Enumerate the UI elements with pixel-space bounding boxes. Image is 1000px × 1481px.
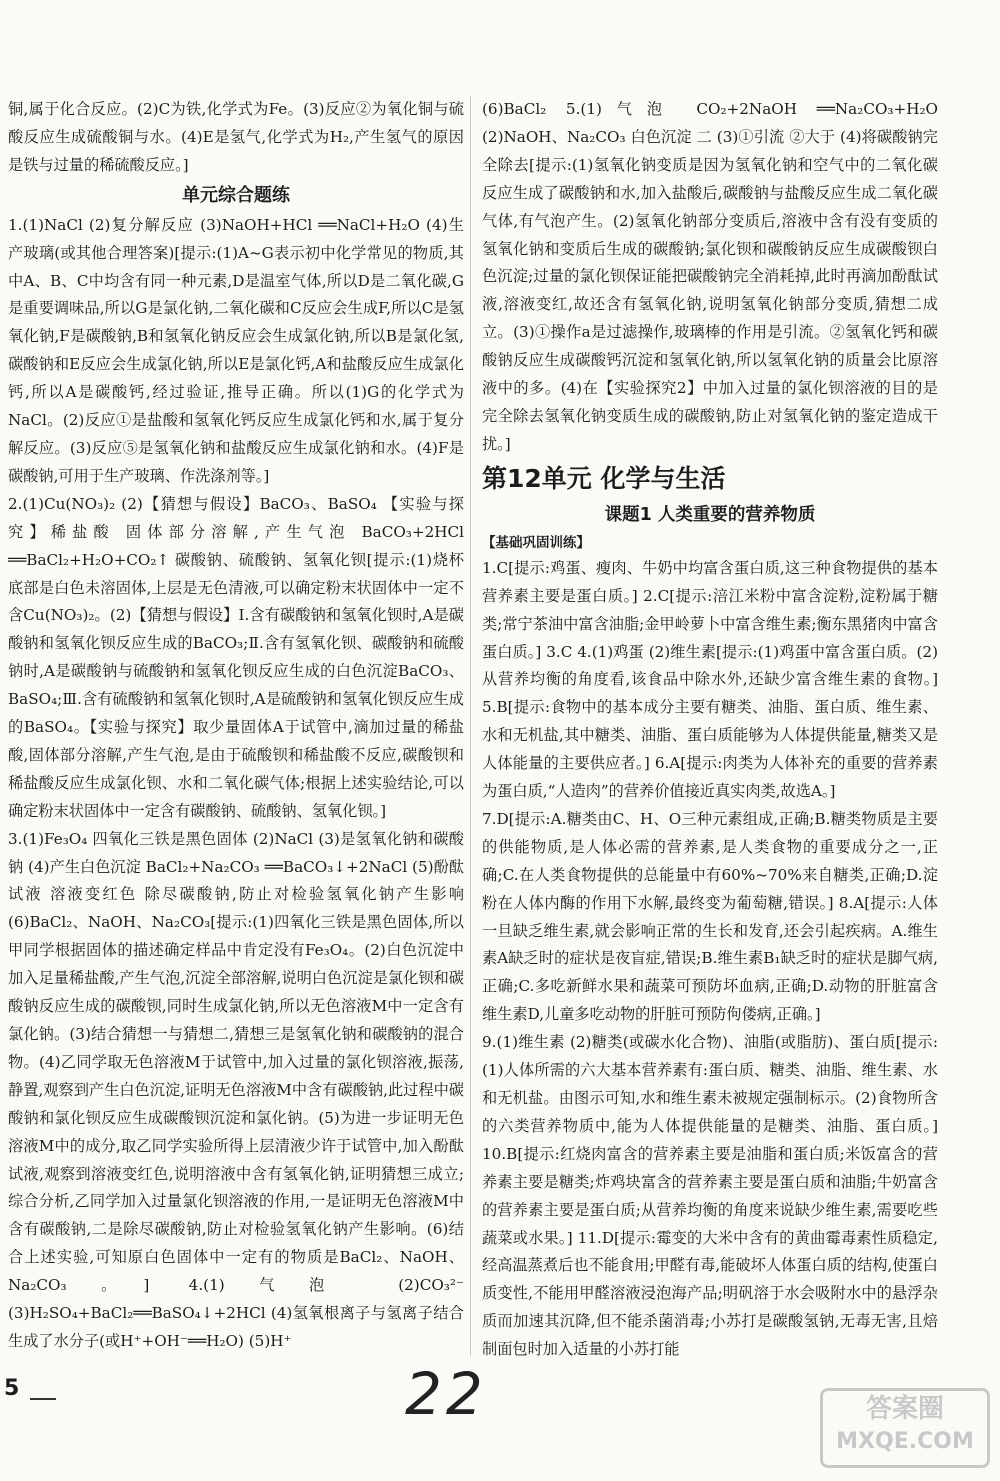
section-title: 单元综合题练 — [182, 184, 290, 206]
page-number-rule — [30, 1398, 56, 1400]
column-divider — [470, 96, 471, 1356]
left-intro-paragraph: 铜,属于化合反应。(2)C为铁,化学式为Fe。(3)反应②为氧化铜与硫酸反应生成硫酸铜与水。(4)E是氢气,化学式为H₂,产生氢气的原因是铁与过量的稀硫酸反应。] — [8, 100, 464, 174]
answer-paragraph: 9.(1)维生素 (2)糖类(或碳水化合物)、油脂(或脂肪)、蛋白质[提示:(1)人体所需的六大基本营养素有:蛋白质、糖类、油脂、维生素、水和无机盐。由图示可知,水和维生素未被规定强制标示。(2)食物所含的六类营养物质中,能为人体提供能量的是糖类、油脂、蛋白质。] 10.B[提示:红烧肉富含的营养素主要是油脂和蛋白质;米饭富含的营养素主要是糖类;炸鸡块富含的营养素主要是蛋白质和油脂;牛奶富含的营养素主要是蛋白质;从营养均衡的角度来说缺少维生素,需要吃些蔬菜或水果。] 11.D[提示:霉变的大米中含有的黄曲霉毒素性质稳定,经高温蒸煮后也不能食用;甲醛有毒,能破坏人体蛋白质的结构,使蛋白质变性,不能用甲醛溶液浸泡海产品;明矾溶于水会吸附水中的悬浮杂质而加速其沉降,但不能杀菌消毒;小苏打是碳酸氢钠,无毒无害,且焙制面包时加入适量的小苏打能 — [482, 1033, 938, 1359]
watermark-logo — [820, 1388, 990, 1468]
answer-paragraph: 1.(1)NaCl (2)复分解反应 (3)NaOH+HCl ══NaCl+H₂O (4)生产玻璃(或其他合理答案)[提示:(1)A~G表示初中化学常见的物质,其中A、B、C中均含有同一种元素,D是温室气体,所以D是二氧化碳,G是重要调味品,所以G是氯化钠,二氧化碳和C反应会生成F,所以C是氢氧化钠,F是碳酸钠,B和氢氧化钠反应会生成氯化钠,所以B是氯化氢,碳酸钠和E反应会生成氯化钠,所以E是氯化钙,A和盐酸反应生成氯化钙,所以A是碳酸钙,经过验证,推导正确。所以(1)G的化学式为NaCl。(2)反应①是盐酸和氢氧化钙反应生成氯化钙和水,属于复分解反应。(3)反应⑤是氢氧化钠和盐酸反应生成氯化钠和水。(4)F是碳酸钠,可用于生产玻璃、作洗涤剂等。] — [8, 215, 464, 485]
lesson-title: 课题1 人类重要的营养物质 — [604, 504, 816, 525]
section-tag: 【基础巩固训练】 — [482, 534, 590, 551]
answer-paragraph: 3.(1)Fe₃O₄ 四氧化三铁是黑色固体 (2)NaCl (3)是氢氧化钠和碳酸钠 (4)产生白色沉淀 BaCl₂+Na₂CO₃ ══BaCO₃↓+2NaCl (5)酚酞试液 溶液变红色 除尽碳酸钠,防止对检验氢氧化钠产生影响 (6)BaCl₂、NaOH、Na₂CO₃[提示:(1)四氧化三铁是黑色固体,所以甲同学根据固体的描述确定样品中肯定没有Fe₃O₄。(2)白色沉淀中加入足量稀盐酸,产生气泡,沉淀全部溶解,说明白色沉淀是氯化钡和碳酸钠反应生成的碳酸钡,同时生成氯化钠,所以无色溶液M中一定含有氯化钠。(3)结合猜想一与猜想二,猜想三是氢氧化钠和碳酸钠的混合物。(4)乙同学取无色溶液M于试管中,加入过量的氯化钡溶液,振荡,静置,观察到产生白色沉淀,证明无色溶液M中含有碳酸钠,此过程中碳酸钠和氯化钡反应生成碳酸钡沉淀和氯化钠。(5)为进一步证明无色溶液M中的成分,取乙同学实验所得上层清液少许于试管中,加入酚酞试液,观察到溶液变红色,说明溶液中含有氢氧化钠,证明猜想三成立;综合分析,乙同学加入过量氯化钡溶液的作用,一是证明无色溶液M中含有碳酸钠,二是除尽碳酸钠,防止对检验氢氧化钠产生影响。(6)结合上述实验,可知原白色固体中一定有的物质是BaCl₂、NaOH、Na₂CO₃。] 4.(1)气泡 (2)CO₃²⁻ (3)H₂SO₄+BaCl₂══BaSO₄↓+2HCl (4)氢氧根离子与氢离子结合生成了水分子(或H⁺+OH⁻══H₂O) (5)H⁺ — [8, 829, 464, 1350]
unit-title: 第12单元 化学与生活 — [482, 463, 726, 493]
watermark-title: 答案圈 — [865, 1394, 944, 1424]
right-column — [482, 96, 938, 1360]
answer-paragraph: 1.C[提示:鸡蛋、瘦肉、牛奶中均富含蛋白质,这三种食物提供的基本营养素主要是蛋白质。] 2.C[提示:涪江米粉中富含淀粉,淀粉属于糖类;常宁茶油中富含油脂;金甲岭萝卜中富含维生素;衡东黑猪肉中富含蛋白质。] 3.C 4.(1)鸡蛋 (2)维生素[提示:(1)鸡蛋中富含蛋白质。(2)从营养均衡的角度看,该食品中除水外,还缺少富含维生素的食物。] 5.B[提示:食物中的基本成分主要有糖类、油脂、蛋白质、维生素、水和无机盐,其中糖类、油脂、蛋白质能够为人体提供能量,糖类又是人体能量的主要供应者。] 6.A[提示:肉类为人体补充的重要的营养素为蛋白质,“人造肉”的营养价值接近真实肉类,故选A。] — [482, 558, 938, 801]
left-column — [8, 96, 464, 1360]
answer-paragraph: 7.D[提示:A.糖类由C、H、O三种元素组成,正确;B.糖类物质是主要的供能物质,是人体必需的营养素,是人类食物的重要成分之一,正确;C.在人类食物提供的总能量中有60%~70%来自糖类,正确;D.淀粉在人体内酶的作用下水解,最终变为葡萄糖,错误。] 8.A[提示:人体一旦缺乏维生素,就会影响正常的生长和发育,还会引起疾病。A.维生素A缺乏时的症状是夜盲症,错误;B.维生素B₁缺乏时的症状是脚气病,正确;C.多吃新鲜水果和蔬菜可预防坏血病,正确;D.动物的肝脏富含维生素D,儿童多吃动物的肝脏可预防佝偻病,正确。] — [482, 809, 938, 1024]
answer-paragraph: 2.(1)Cu(NO₃)₂ (2)【猜想与假设】BaCO₃、BaSO₄ 【实验与探究】稀盐酸 固体部分溶解,产生气泡 BaCO₃+2HCl ══BaCl₂+H₂O+CO₂↑ 碳酸钠、硫酸钠、氢氧化钡[提示:(1)烧杯底部是白色未溶固体,上层是无色清液,可以确定粉末状固体中一定不含Cu(NO₃)₂。(2)【猜想与假设】Ⅰ.含有碳酸钠和氢氧化钡时,A是碳酸钠和氢氧化钡反应生成的BaCO₃;Ⅱ.含有氢氧化钡、碳酸钠和硫酸钠时,A是碳酸钠与硫酸钠和氢氧化钡反应生成的白色沉淀BaCO₃、BaSO₄;Ⅲ.含有硫酸钠和氢氧化钡时,A是硫酸钠和氢氧化钡反应生成的BaSO₄。【实验与探究】取少量固体A于试管中,滴加过量的稀盐酸,固体部分溶解,产生气泡,是由于硫酸钡和稀盐酸不反应,碳酸钡和稀盐酸反应生成氯化钡、水和二氧化碳气体;根据上述实验结论,可以确定粉末状固体中一定含有碳酸钠、硫酸钠、氢氧化钡。] — [8, 494, 464, 820]
right-continuation-paragraph: (6)BaCl₂ 5.(1)气泡 CO₂+2NaOH ══Na₂CO₃+H₂O (2)NaOH、Na₂CO₃ 白色沉淀 二 (3)①引流 ②大于 (4)将碳酸钠完全除去[提示:(1)氢氧化钠变质是因为氢氧化钠和空气中的二氧化碳反应生成了碳酸钠和水,加入盐酸后,碳酸钠与盐酸反应生成二氧化碳气体,有气泡产生。(2)氢氧化钠部分变质后,溶液中含有没有变质的氢氧化钠和变质后生成的碳酸钠;氯化钡和碳酸钠反应生成碳酸钡白色沉淀;过量的氯化钡保证能把碳酸钠完全消耗掉,此时再滴加酚酞试液,溶液变红,故还含有氢氧化钠,说明氢氧化钠部分变质,猜想二成立。(3)①操作a是过滤操作,玻璃棒的作用是引流。②氢氧化钙和碳酸钠反应生成碳酸钙沉淀和氢氧化钠,所以氢氧化钠的质量会比原溶液中的多。(4)在【实验探究2】中加入过量的氯化钡溶液的目的是完全除去氢氧化钠变质生成的碳酸钠,防止对氢氧化钠的鉴定造成干扰。] — [482, 100, 938, 453]
watermark-site: MXQE.COM — [836, 1429, 974, 1454]
handwritten-mark: 22 — [405, 1360, 487, 1428]
page-number: 5 — [4, 1376, 20, 1401]
